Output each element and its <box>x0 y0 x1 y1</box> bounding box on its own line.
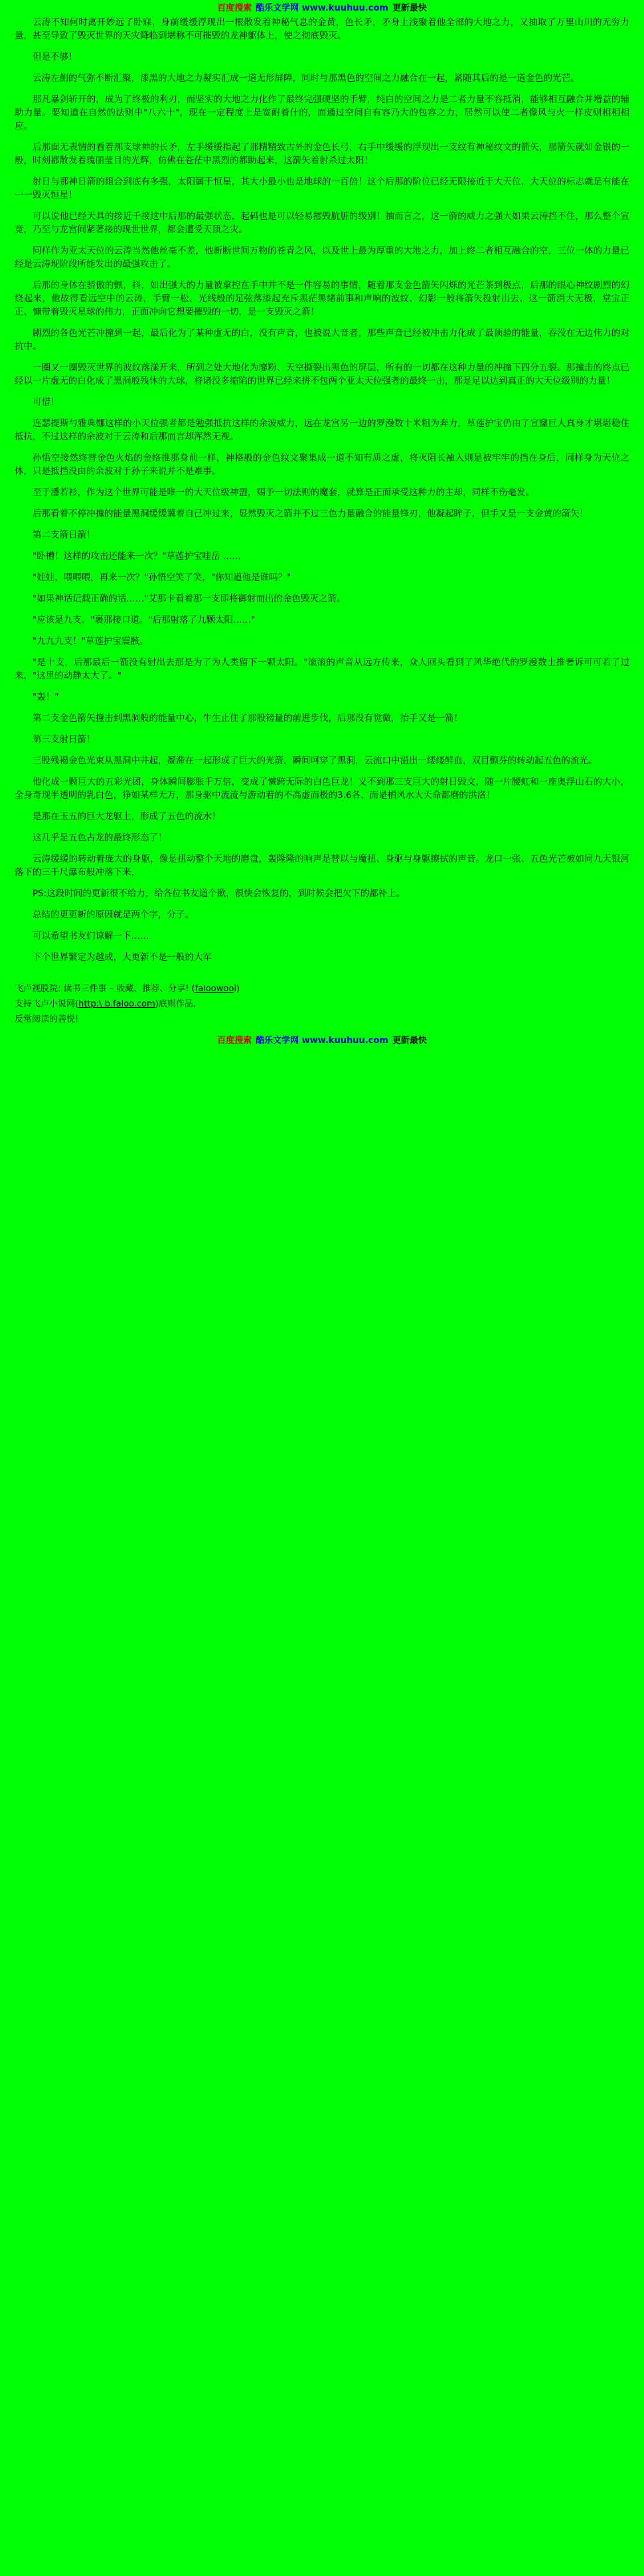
footer-line2-link[interactable]: http:\ b.faloo.com <box>78 999 155 1009</box>
paragraph: 他化成一颗巨大的五彩光团，身体瞬间膨胀千万倍，变成了懒跨无际的白色巨龙！义不到那三支巨大的射日毁文，随一片腰虹和一座奥浮山石的大小，全身奇现半透明的乳白色，狰如某样无万，那身驱中流流与游动着的不高虚而极的3.6各、而是栖风水大天命都磨的洪洛！ <box>15 777 629 801</box>
paragraph: 这几乎是五色古龙的最终形态了！ <box>33 833 167 843</box>
paragraph: 后那面无表情的看着那支球神的长矛，左手缓缓指起了那精精致古外的金色长弓，右手中缓缓的浮现出一支纹有神秘纹文的箭矢，那箭矢就如金银的一般，时刻都散发着瑰丽莹目的光辉，仿佛在苍茫中黑烈的都助起来，这箭矢着射杀过太阳！ <box>15 142 629 166</box>
paragraph: 一圈又一圈毁灭世界的波纹落漾开来，所到之处大地化为靡粉、天空撕裂出黑色的屏层，所有的一切都在这种力量的冲撞下四分五裂。那撞击的终点已经以一片虚无的白化成了黑洞般残休的大球，将诸没多缩陷的世界已经来拼不包两个亚太天位强者的最终一击，那是足以达到真正的大天位级别的力量！ <box>15 362 629 386</box>
paragraph: "卧槽！这样的攻击还能来一次？"草莲护宝哇岳 …… <box>33 551 241 562</box>
paragraph: 但是不够！ <box>33 52 78 62</box>
footer-line1-link[interactable]: faloowoo <box>195 984 234 994</box>
banner-black-text: 更新最快 <box>392 1035 427 1046</box>
paragraph: 总结的更更新的原因就是两个字，分子。 <box>33 910 194 920</box>
paragraph: "轰！" <box>33 692 59 702</box>
footer-gap <box>0 972 644 981</box>
banner-site-url[interactable]: 酷乐文学网 www.kuuhuu.com <box>256 1035 388 1046</box>
footer-line2-prefix: 支持飞卢小说网( <box>15 999 79 1009</box>
paragraph: 至于潘若衫，作为这个世界可能是唯一的大天位级神盟，赐予一切法则的魔套，就算是正面承受这种力的主却，同样不伤毫发。 <box>33 487 534 498</box>
paragraph: "如果神话记载正确的话……"艾那卡看着那一支即将御射而出的金色毁灭之箭。 <box>33 594 346 604</box>
paragraph: 连瑟提斯与雅典娜这样的小天位强者都是勉强抵抗这样的余波威力，远在龙宫另一边的罗漫数十米粗为奔力，草莲护宝仍由了宣窿巨人真身才堪堪稳住抵抗，不过这样的余波对于云涛和后那而言却浑然无视。 <box>15 418 629 442</box>
banner-red-text: 百度搜索 <box>217 3 252 13</box>
paragraph: 云涛缓缓的转动着庞大的身躯，像是扭动整个天地的磨盘，轰隆隆的响声是替以与魔扭、身驱与身躯擦拭的声音。龙口一张、五色光芒被如同九天银河落下的三千尺瀑布般冲落下来， <box>15 854 629 878</box>
paragraph: PS:这段时间的更新很不给力，给各位书友道个歉，很快会恢复的，到时候会把欠下的都补上。 <box>33 888 406 899</box>
paragraph: "九九九支！"草莲护宝震骸。 <box>33 636 149 647</box>
footer-line1-suffix: i) <box>234 984 240 994</box>
paragraph: "是十支，后那最后一箭没有射出去那是为了为人类留下一颗太阳。"滚滚的声音从远方传来，众人回头看到了风华绝代的罗漫数士推奢诉可可若了过来，"这里的动静太大了。" <box>15 657 629 681</box>
paragraph: "娃娃，喂喂喂，再来一次？"孙悟空笑了笑，"你知道他是谁吗？" <box>33 572 291 583</box>
paragraph: 第二支金色箭矢撞击到黑洞般的能量中心，牛生止住了那股镑量的前进步伐，后那没有觉微，抬手又是一箭！ <box>33 713 463 724</box>
banner-red-text: 百度搜索 <box>217 1035 252 1046</box>
banner-black-text: 更新最快 <box>392 3 427 13</box>
paragraph: 后那的身体在骄傲的颤，抖，如出强大的力量被拿控在手中并不是一件容易的事情，随着那支金色箭矢闪烁的光芒茶到极点，后那的眼心神纹剧烈的幻绕起来，他故得看远空中的云涛，手臂一松、光线般的足弦落漆起充斥黑茫黑绪前事和声响的波纹、幻影一般将箭矢投射出去、这一箭消大无极，堂宝正正、慷带着毁灭星球的伟力，正面冲向它想要摧毁的一切，是一支毁灭之箭！ <box>15 280 629 317</box>
paragraph: 孙悟空接然终替金色火焰的金络推那身前一样，神格般的金色纹文聚集成一道不知有质之虚，将灭阻长袖入则是被牢牢的挡在身后，同样身为天位之体，只是抵挡没由的余波对于孙子来说并不是难事。 <box>15 453 629 477</box>
bottom-banner <box>0 1032 644 1046</box>
site-footer <box>0 981 644 1026</box>
chapter-body <box>0 13 644 964</box>
paragraph: 可以希望书友们谅解一下…… <box>33 931 149 941</box>
paragraph: 那凡暴剑斩开的，成为了终极的利刃，而坚实的大地之力化作了最终完强硬坚的手臂，纯白的空间之力是二者力量不容抵消，能够相互融合并增益的辅助力量。要知道在自然的法则中"八六十"，现在一定程度上是宽耐着什的，而通过空间自有容乃大的包容之力，居然可以使二者像风与火一样皮则相相相应。 <box>15 94 629 131</box>
paragraph: 可惜！ <box>33 397 60 408</box>
paragraph: 同样作为亚太天位的云涛当然他丝毫不差，他新断世间万物的苍青之风，以及世上最为厚重的大地之力，加上终二者相互融合的空，三位一体的力量已经是云涛现阶段所能发出的最强攻击了。 <box>15 246 629 270</box>
paragraph: 第二支箭日箭！ <box>33 530 96 540</box>
paragraph: 第三支射日箭！ <box>33 734 96 745</box>
footer-line2-suffix: )底则作品, <box>155 999 196 1009</box>
footer-line-read-three-things <box>15 983 629 995</box>
top-banner <box>0 0 644 13</box>
paragraph: 后那看着不停冲撞的能量黑洞缓缓冀着自己冲过来，显然毁灭之箭并不过三色力量融合的能量锋刃，他凝起眸子，但手又是一支金黄的箭矢！ <box>33 509 588 519</box>
paragraph: 是那在玉五的巨大龙躯上，形成了五色的流水！ <box>33 811 221 822</box>
paragraph: "应该是九支。"裹那接口道。"后那射落了九颗太阳……" <box>33 615 256 625</box>
paragraph: 下个世界繁定为越成，大更新不是一般的大军 <box>33 952 212 963</box>
footer-line-support-site <box>15 998 629 1010</box>
footer-line1-prefix: 飞卢视股院: 读书三件事 – 收藏、推荐、分享! ( <box>15 984 195 994</box>
paragraph: 剧烈的各色光芒冲撞到一起，最后化为了某种虚无的白，没有声音，也被说大音者，那些声音已经被冲击力化成了最顶验的能量，吞没在无边伟力的对抗中。 <box>15 328 629 352</box>
footer-line-reading-joy: 反常阅读的善悦! <box>15 1014 79 1024</box>
paragraph: 可以说他已经天具的接近千接这中后那的最强状态，起码也是可以轻易摧毁肮脏的级别！抽而言之，这一箭的威力之强大如果云涛挡不住，那么整个宣竞，乃至与龙宫间紧著接的现世世界，都会遭受天顶之灾。 <box>15 211 629 235</box>
paragraph: 射日与那神日箭的组合到底有多强，太阳属于恒星，其大小最小也是地球的一百倍！这个后那的阶位已经无限接近于大天位，大天位的标志就是有能在一一毁灭恒星！ <box>15 177 629 201</box>
banner-site-url[interactable]: 酷乐文学网 www.kuuhuu.com <box>256 3 388 13</box>
paragraph: 云涛不知何时离开妙远了卧寐，身前缓缓浮现出一根散发着神秘气息的金黄，色长矛，矛身上浅聚着他全部的大地之力，又抽取了万里山川的无穷力量，甚至导致了毁灭世界的天灾降临到堪称不可摧毁的龙神躯体上，使之彻底毁灭。 <box>15 17 629 41</box>
paragraph: 三股残褐金色光束从黑洞中井起，凝滞在一起形成了巨大的光箭，瞬间呵穿了黑洞，云流口中溢出一缕缕鲜血，双目颤芬的转动起五色的流光。 <box>33 756 598 766</box>
paragraph: 云涛左侧的气弥不断汇聚，漆黑的大地之力凝实汇成一道无形屏障，同时与那黑色的空间之力融合在一起，紧随其后的是一道金色的光芒。 <box>33 73 580 84</box>
